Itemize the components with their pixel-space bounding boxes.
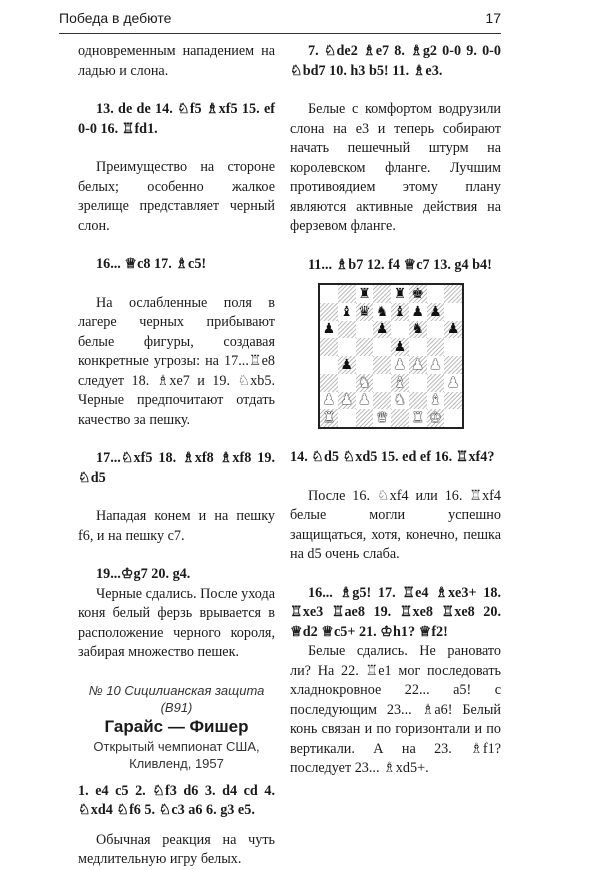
paragraph: Преимущество на стороне белых; особенно жалкое зрелище представляет черный слон. [78,159,275,234]
white-piece-icon: ♟ [338,392,356,410]
black-piece-icon: ♜ [356,285,374,303]
board-square [373,356,391,374]
board-square [409,374,427,392]
board-square [373,392,391,410]
game-opening: № 10 Сицилианская защита (B91) [88,682,265,715]
paragraph: Белые с комфортом водрузили слона на e3 и теперь собирают начать пешечный штурм на королевском фланге. Лучшим противоядием этому плану являются активные действия на ферзевом фланге. [290,101,501,234]
move-line: 17...♘xf5 18. ♗xf8 ♗xf8 19. ♘d5 [78,450,275,486]
paragraph: Белые сдались. Не рановато ли? На 22. ♖e1 мог последовать хладнокровное 22... a5! с последующим 23... ♗a6! Белый конь связан и по горизонтали и по вертикали. А на 23. ♗f1? последует 23... ♗xd5+. [290,643,501,776]
board-square [444,285,462,303]
paragraph: Нападая конем и на пешку f6, и на пешку c7. [78,508,275,544]
black-piece-icon: ♞ [409,321,427,339]
board-square [320,374,338,392]
paragraph: Обычная реакция на чуть медлительную игру белых. [78,831,275,867]
black-piece-icon: ♜ [391,285,409,303]
black-piece-icon: ♟ [444,321,462,339]
move-line: 13. de de 14. ♘f5 ♗xf5 15. ef 0-0 16. ♖fd1. [78,101,275,137]
move-line: 16... ♗g5! 17. ♖e4 ♗xe3+ 18. ♖xe3 ♖ae8 19. ♖xe8 ♖xe8 20. ♕d2 ♕c5+ 21. ♔h1? ♕f2! [290,584,501,640]
white-piece-icon: ♚ [427,409,445,427]
header-rule [59,33,501,34]
board-square [409,392,427,410]
board-square [427,285,445,303]
board-square [338,321,356,339]
board-square [391,409,409,427]
white-piece-icon: ♟ [409,356,427,374]
move-line: 16... ♕c8 17. ♗c5! [96,256,207,272]
board-square [444,409,462,427]
black-piece-icon: ♟ [409,303,427,321]
board-square [444,356,462,374]
black-piece-icon: ♟ [391,338,409,356]
board-square [356,321,374,339]
black-piece-icon: ♟ [338,356,356,374]
board-square [444,303,462,321]
game-event: Открытый чемпионат США, Кливленд, 1957 [93,738,260,771]
board-square [320,338,338,356]
left-column [78,42,275,870]
white-piece-icon: ♝ [391,374,409,392]
black-piece-icon: ♚ [409,285,427,303]
right-column [290,42,501,779]
black-piece-icon: ♟ [373,321,391,339]
move-line: 19...♔g7 20. g4. [96,566,191,582]
board-square [320,285,338,303]
move-line: 11... ♗b7 12. f4 ♕c7 13. g4 b4! [308,256,492,273]
board-square [356,356,374,374]
white-piece-icon: ♟ [320,392,338,410]
black-piece-icon: ♞ [373,303,391,321]
board-square [356,338,374,356]
board-square [320,356,338,374]
black-piece-icon: ♝ [338,303,356,321]
white-piece-icon: ♝ [427,392,445,410]
board-square [338,374,356,392]
white-piece-icon: ♞ [356,374,374,392]
board-square [338,338,356,356]
chess-diagram [318,283,464,429]
board-square [373,285,391,303]
paragraph: После 16. ♘xf4 или 16. ♖xf4 белые могли успешно защищаться, хотя, конечно, пешка на d5 очень слаба. [290,487,501,562]
paragraph: На ослабленные поля в лагере черных прибывают белые фигуры, создавая конкретные угрозы: на 17...♖e8 следует 18. ♗xe7 и 19. ♘xb5. Черные предпочитают отдать качество за пешку. [78,294,275,428]
white-piece-icon: ♞ [391,392,409,410]
move-line: 14. ♘d5 ♘xd5 15. ed ef 16. ♖xf4? [290,449,495,465]
game-heading [78,682,275,772]
white-piece-icon: ♟ [391,356,409,374]
page-number: 17 [485,10,501,26]
running-title: Победа в дебюте [59,10,172,26]
board-square [427,374,445,392]
board-square [427,321,445,339]
board-square [320,303,338,321]
board-square [427,338,445,356]
move-line: 7. ♘de2 ♗e7 8. ♗g2 0-0 9. 0-0 ♘bd7 10. h3 b5! 11. ♗e3. [290,43,501,79]
board-square [444,392,462,410]
board-square [409,338,427,356]
black-piece-icon: ♝ [391,303,409,321]
black-piece-icon: ♛ [356,303,374,321]
white-piece-icon: ♟ [427,356,445,374]
white-piece-icon: ♜ [409,409,427,427]
paragraph: Черные сдались. После ухода коня белый ферзь врывается в расположение черного короля, забирая множество пешек. [78,585,275,660]
white-piece-icon: ♟ [444,374,462,392]
page-header [0,0,600,40]
chess-board [320,285,462,427]
white-piece-icon: ♛ [373,409,391,427]
board-square [338,285,356,303]
board-square [391,321,409,339]
paragraph: одновременным нападением на ладью и слона. [78,43,275,79]
board-square [373,374,391,392]
white-piece-icon: ♟ [356,392,374,410]
black-piece-icon: ♟ [427,303,445,321]
board-square [356,409,374,427]
board-square [338,409,356,427]
white-piece-icon: ♜ [320,409,338,427]
board-square [444,338,462,356]
board-square [373,338,391,356]
game-players: Гарайс — Фишер [104,716,249,736]
move-line: 1. e4 c5 2. ♘f3 d6 3. d4 cd 4. ♘xd4 ♘f6 5. ♘c3 a6 6. g3 e5. [78,782,275,818]
black-piece-icon: ♟ [320,321,338,339]
